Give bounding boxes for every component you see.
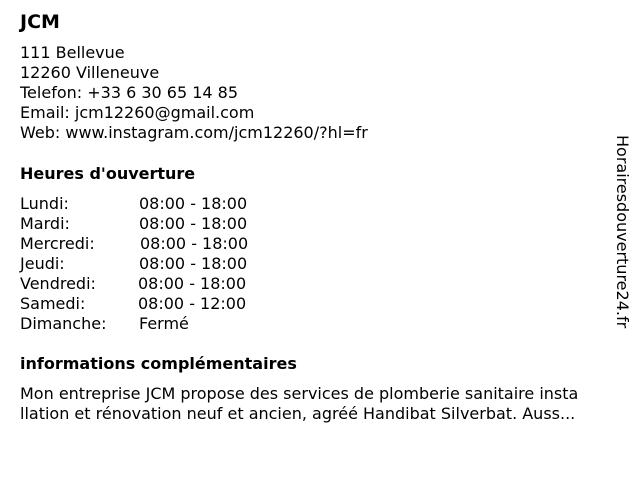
day-label: Mardi: — [20, 214, 70, 233]
business-name: JCM — [20, 11, 60, 33]
hours-row-tuesday — [20, 214, 280, 234]
day-label: Vendredi: — [20, 274, 96, 293]
business-description — [20, 384, 578, 424]
address-street: 111 Bellevue — [20, 43, 125, 62]
day-label: Mercredi: — [20, 234, 95, 253]
phone-number: Telefon: +33 6 30 65 14 85 — [20, 83, 239, 102]
time-range: 08:00 - 18:00 — [138, 274, 247, 293]
hours-row-sunday — [20, 314, 280, 334]
additional-info-heading: informations complémentaires — [20, 354, 297, 373]
time-range: 08:00 - 18:00 — [139, 194, 248, 213]
description-line: Mon entreprise JCM propose des services de plomberie sanitaire insta — [20, 384, 579, 403]
time-range: Fermé — [139, 314, 189, 333]
hours-row-thursday — [20, 254, 280, 274]
hours-row-monday — [20, 194, 280, 214]
day-label: Lundi: — [20, 194, 69, 213]
day-label: Dimanche: — [20, 314, 107, 333]
address-city: 12260 Villeneuve — [20, 63, 160, 82]
time-range: 08:00 - 18:00 — [140, 234, 249, 253]
contact-block — [20, 43, 368, 143]
hours-row-wednesday — [20, 234, 280, 254]
hours-row-saturday — [20, 294, 280, 314]
site-watermark: Horairesdouverture24.fr — [613, 135, 632, 329]
time-range: 08:00 - 18:00 — [139, 214, 248, 233]
time-range: 08:00 - 12:00 — [138, 294, 247, 313]
opening-hours-heading: Heures d'ouverture — [20, 164, 196, 183]
opening-hours-table — [20, 194, 280, 334]
website-url: Web: www.instagram.com/jcm12260/?hl=fr — [20, 123, 368, 142]
day-label: Jeudi: — [20, 254, 65, 273]
email-address: Email: jcm12260@gmail.com — [20, 103, 255, 122]
hours-row-friday — [20, 274, 280, 294]
description-line: llation et rénovation neuf et ancien, agréé Handibat Silverbat. Auss... — [20, 404, 576, 423]
time-range: 08:00 - 18:00 — [139, 254, 248, 273]
day-label: Samedi: — [20, 294, 86, 313]
